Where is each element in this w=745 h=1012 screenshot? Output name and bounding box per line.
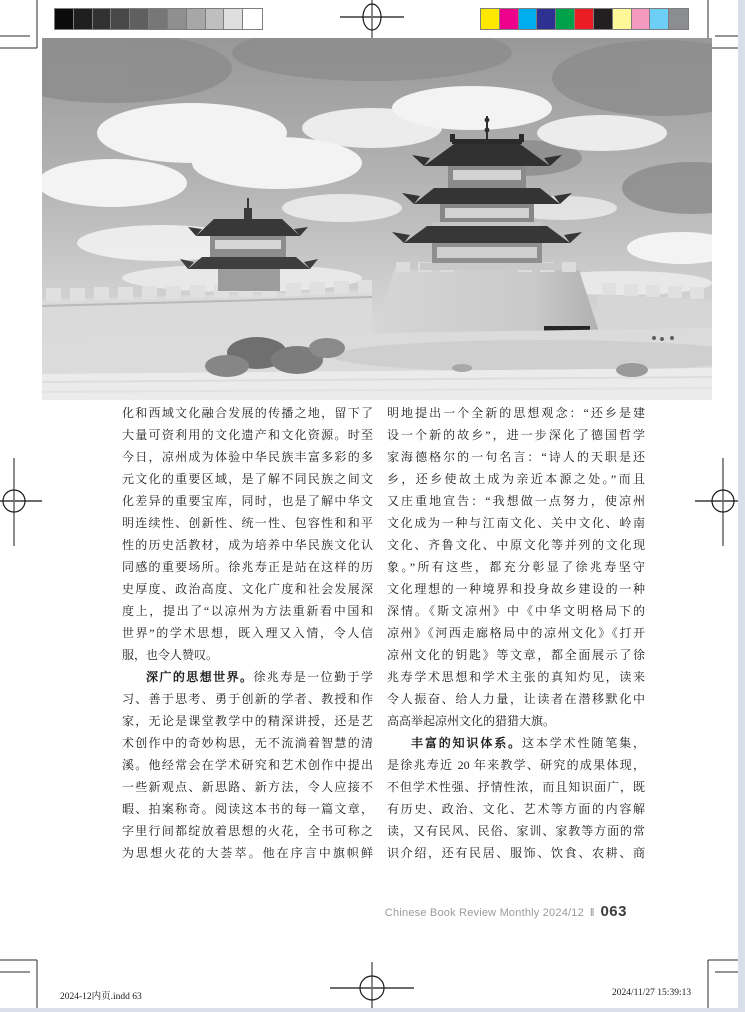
text-line: 世界”的学术思想，既入理又入情，令人信 [122, 626, 373, 640]
text-line: 兆寿学术思想和学术主张的真知灼见，读来 [387, 670, 645, 684]
calibration-cell [93, 9, 112, 29]
text-line: 溪。他经常会在学术研究和艺术创作中提出 [122, 758, 373, 772]
page-number: 063 [600, 903, 627, 920]
calibration-cell [111, 9, 130, 29]
text-line: 识介绍，还有民居、服饰、饮食、农耕、商 [387, 846, 645, 860]
text-line: 化差异的重要宝库，同时，也是了解中华文 [122, 494, 373, 508]
text-line: 服，也令人赞叹。 [122, 648, 219, 662]
text-line: 化和西域文化融合发展的传播之地，留下了 [122, 406, 373, 420]
text-line: 大量可资利用的文化遗产和文化资源。时至 [122, 428, 373, 442]
text-line: 令人振奋、给人力量，让读者在潜移默化中 [387, 692, 645, 706]
text-line: 设一个新的故乡”，进一步深化了德国哲学 [387, 428, 645, 442]
text-line: 凉州》《河西走廊格局中的凉州文化》《打开 [387, 626, 645, 640]
text-line: 史厚度、政治高度、文化广度和社会发展深 [122, 582, 373, 596]
calibration-cell [55, 9, 74, 29]
text-line: 象。”所有这些，都充分彰显了徐兆寿坚守 [387, 560, 645, 574]
registration-mark-left [0, 458, 42, 546]
journal-name: Chinese Book Review Monthly 2024/12 [384, 907, 584, 919]
run-in-heading: 深广的思想世界。 [146, 670, 254, 684]
page-edge-right [738, 0, 745, 1012]
foreground-ground [42, 328, 712, 400]
run-in-heading: 丰富的知识体系。 [411, 736, 522, 750]
print-filename: 2024-12内页.indd 63 [60, 992, 142, 1002]
text-line: 是徐兆寿近 20 年来教学、研究的成果体现， [387, 758, 645, 772]
text-line: 乡，还乡使故土成为亲近本源之处。”而且 [387, 472, 645, 486]
calibration-cell [187, 9, 206, 29]
footer-separator: ‖ [589, 907, 595, 919]
calibration-cell [632, 9, 651, 29]
text-line: 明地提出一个全新的思想观念：“还乡是建 [387, 406, 645, 420]
text-line: 家，无论是课堂教学中的精深讲授，还是艺 [122, 714, 373, 728]
text-line: 习、善于思考、勇于创新的学者、教授和作 [122, 692, 373, 706]
text-line: 明连续性、创新性、统一性、包容性和和平 [122, 516, 373, 530]
page-edge-bottom [0, 1008, 745, 1012]
fortress-photo [42, 38, 712, 400]
text-line: 术创作中的奇妙构思，无不流淌着智慧的清 [122, 736, 373, 750]
text-line: 同感的重要场所。徐兆寿正是站在这样的历 [122, 560, 373, 574]
calibration-cell [594, 9, 613, 29]
text-line: 字里行间都绽放着思想的火花，全书可称之 [122, 824, 373, 838]
text-line: 度上，提出了“以凉州为方法重新看中国和 [122, 604, 373, 618]
text-line: 凉州文化的钥匙》等文章，都全面展示了徐 [387, 648, 645, 662]
text-line: 有历史、政治、文化、艺术等方面的内容解 [387, 802, 645, 816]
text-line: 文化、齐鲁文化、中原文化等并列的文化现 [387, 538, 645, 552]
calibration-cell [74, 9, 93, 29]
crop-mark-bottom-left [0, 960, 37, 1008]
text-line: 性的历史活教材，成为培养中华民族文化认 [122, 538, 373, 552]
calibration-cell [224, 9, 243, 29]
color-calibration-bar [480, 8, 689, 30]
calibration-cell [149, 9, 168, 29]
calibration-cell [575, 9, 594, 29]
calibration-cell [130, 9, 149, 29]
text-line: 深情。《斯文凉州》中《中华文明格局下的 [387, 604, 645, 618]
text-line: 不但学术性强、抒情性浓，而且知识面广，既 [387, 780, 645, 794]
text-line: 今日，凉州成为体验中华民族丰富多彩的多 [122, 450, 373, 464]
text-line: 读，又有民风、民俗、家训、家教等方面的常 [387, 824, 645, 838]
text-line: 为思想火花的大荟萃。他在序言中旗帜鲜 [122, 846, 373, 860]
calibration-cell [243, 9, 262, 29]
registration-mark-bottom-center [330, 962, 414, 1008]
calibration-cell [669, 9, 688, 29]
text-line: 文化理想的一种境界和投身故乡建设的一种 [387, 582, 645, 596]
calibration-cell [206, 9, 225, 29]
page-footer [385, 903, 627, 920]
calibration-cell [168, 9, 187, 29]
calibration-cell [481, 9, 500, 29]
calibration-cell [519, 9, 538, 29]
text-line: 深广的思想世界。徐兆寿是一位勤于学 [146, 670, 373, 684]
calibration-cell [556, 9, 575, 29]
crop-mark-top-left [0, 0, 37, 48]
calibration-cell [650, 9, 669, 29]
text-column-left [122, 402, 373, 868]
text-line: 文化成为一种与江南文化、关中文化、岭南 [387, 516, 645, 530]
text-column-right [387, 402, 645, 868]
grayscale-calibration-bar [54, 8, 263, 30]
text-line: 又庄重地宣告：“我想做一点努力，使凉州 [387, 494, 645, 508]
calibration-cell [613, 9, 632, 29]
fortress-photo-art [42, 38, 712, 400]
print-timestamp: 2024/11/27 15:39:13 [612, 988, 692, 998]
text-line: 丰富的知识体系。这本学术性随笔集， [411, 736, 645, 750]
text-line: 元文化的重要区域，是了解不同民族之间文 [122, 472, 373, 486]
calibration-cell [500, 9, 519, 29]
text-line: 家海德格尔的一句名言：“诗人的天职是还 [387, 450, 645, 464]
text-line: 一些新观点、新思路、新方法，令人应接不 [122, 780, 373, 794]
text-line: 暇、拍案称奇。阅读这本书的每一篇文章， [122, 802, 373, 816]
calibration-cell [537, 9, 556, 29]
text-line: 高高举起凉州文化的猎猎大旗。 [387, 714, 556, 728]
